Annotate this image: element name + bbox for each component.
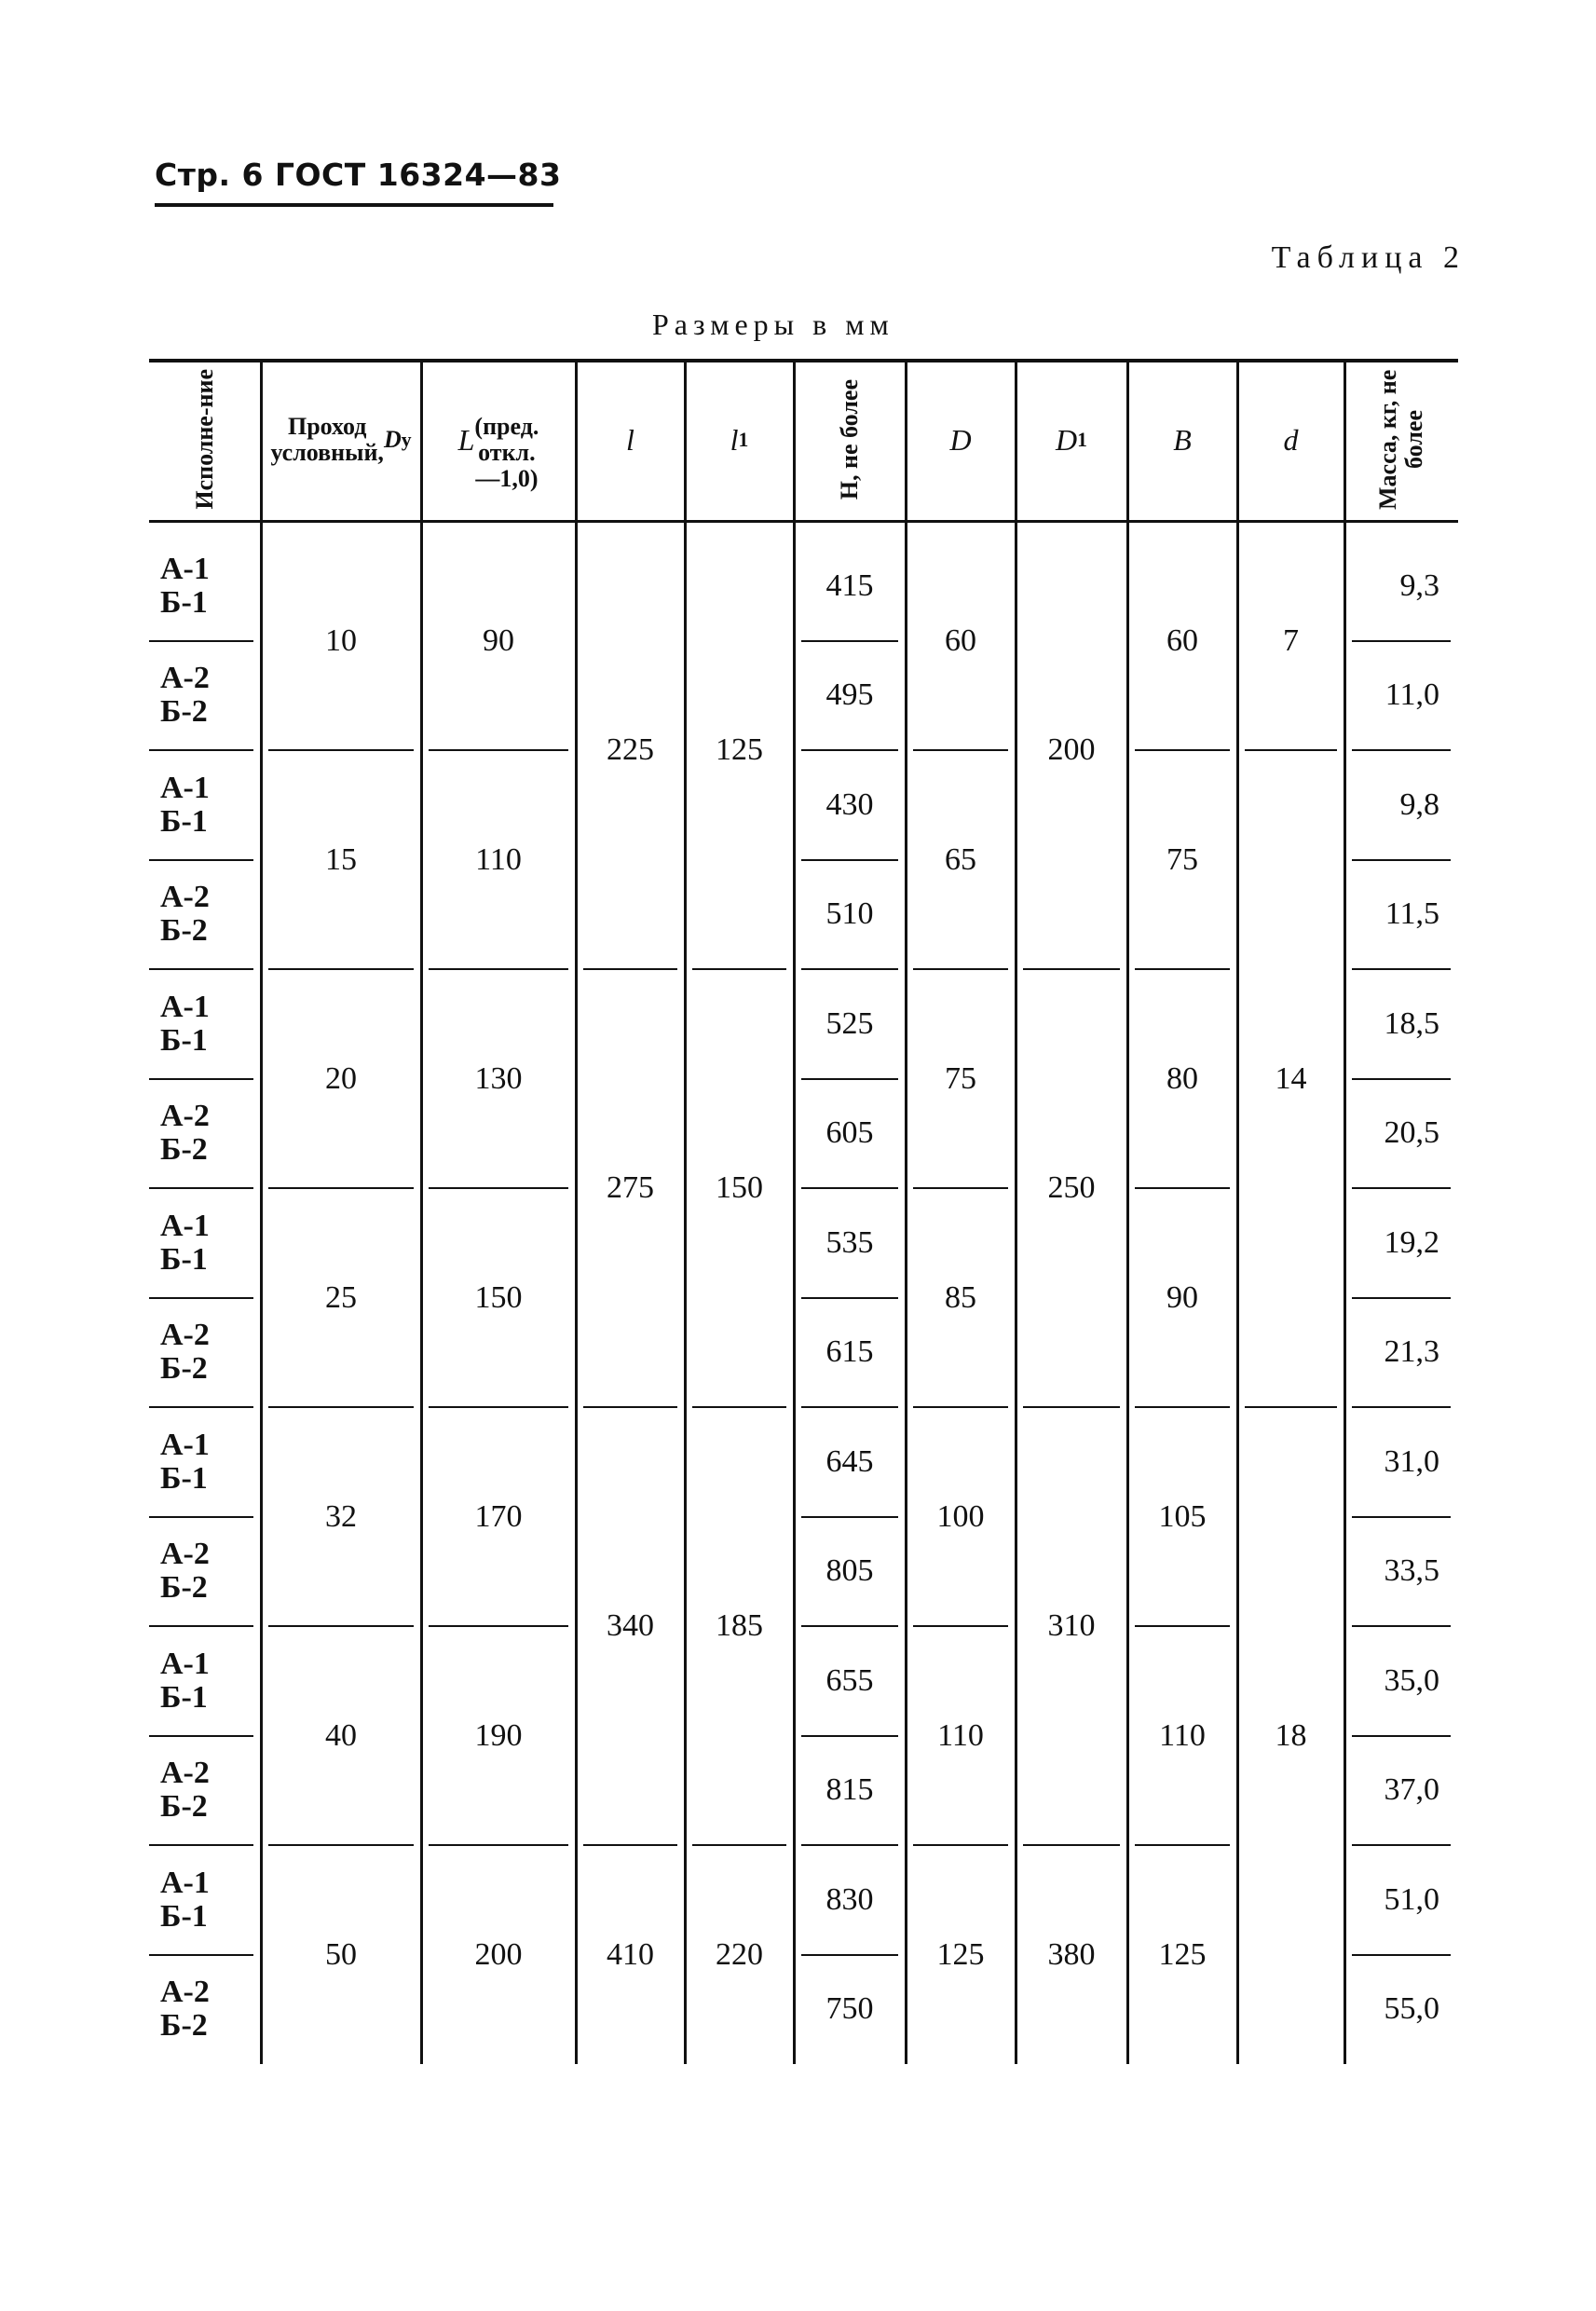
cell-B: 80 — [1166, 1060, 1198, 1096]
cell-l1: 185 — [716, 1608, 763, 1643]
cell-ispolnenie: А-1 Б-1 — [160, 770, 210, 839]
cell-ispolnenie: А-1 Б-1 — [160, 1427, 210, 1496]
cell-mass: 37,0 — [1384, 1772, 1439, 1808]
cell-B: 75 — [1166, 841, 1198, 877]
cell-mass: 11,0 — [1385, 677, 1439, 713]
cell-ispolnenie: А-1 Б-1 — [160, 1646, 210, 1715]
header-prohod: Проход условный, D у — [270, 412, 412, 466]
cell-D1: 310 — [1047, 1608, 1096, 1643]
cell-mass: 18,5 — [1384, 1005, 1439, 1041]
cell-dy: 40 — [325, 1717, 357, 1753]
cell-B: 110 — [1159, 1717, 1206, 1753]
cell-B: 60 — [1166, 622, 1198, 658]
cell-mass: 19,2 — [1384, 1224, 1439, 1260]
cell-H: 750 — [825, 1991, 874, 2027]
cell-D: 110 — [937, 1717, 984, 1753]
cell-L: 170 — [474, 1498, 523, 1534]
cell-l: 275 — [607, 1170, 654, 1205]
header-ispolnenie: Исполне-ние — [191, 369, 218, 510]
cell-mass: 51,0 — [1384, 1881, 1439, 1917]
cell-mass: 20,5 — [1384, 1115, 1439, 1151]
cell-H: 805 — [825, 1553, 874, 1589]
cell-H: 615 — [825, 1334, 874, 1370]
cell-D: 60 — [945, 622, 976, 658]
cell-ispolnenie: А-2 Б-2 — [160, 1975, 210, 2044]
cell-L: 130 — [474, 1060, 523, 1096]
cell-ispolnenie: А-2 Б-2 — [160, 880, 210, 949]
header-rule — [155, 203, 553, 207]
cell-D: 75 — [945, 1060, 976, 1096]
cell-mass: 55,0 — [1384, 1991, 1439, 2027]
cell-mass: 21,3 — [1384, 1334, 1439, 1370]
cell-d: 7 — [1283, 622, 1299, 658]
cell-D1: 200 — [1047, 732, 1096, 767]
cell-L: 200 — [474, 1936, 523, 1972]
cell-D: 125 — [936, 1936, 985, 1972]
cell-ispolnenie: А-2 Б-2 — [160, 1756, 210, 1825]
cell-dy: 50 — [325, 1936, 357, 1972]
cell-H: 605 — [825, 1115, 874, 1151]
table-label: Таблица 2 — [1271, 240, 1466, 275]
cell-D: 100 — [936, 1498, 985, 1534]
table-top-rule — [149, 359, 1458, 362]
cell-mass: 35,0 — [1384, 1662, 1439, 1698]
cell-D1: 250 — [1047, 1170, 1096, 1205]
cell-H: 645 — [825, 1443, 874, 1479]
cell-H: 510 — [825, 896, 874, 932]
cell-ispolnenie: А-1 Б-1 — [160, 989, 210, 1058]
cell-B: 105 — [1158, 1498, 1207, 1534]
header-D: D — [949, 422, 972, 457]
header-mass: Масса, кг, не более — [1374, 369, 1427, 510]
cell-ispolnenie: А-1 Б-1 — [160, 1865, 210, 1934]
header-H: H, не более — [836, 378, 863, 500]
header-B: B — [1173, 422, 1192, 457]
cell-D: 65 — [945, 841, 976, 877]
header-L: L (пред. откл. —1,0) — [457, 412, 539, 492]
cell-l: 225 — [607, 732, 654, 767]
cell-ispolnenie: А-2 Б-2 — [160, 1099, 210, 1168]
cell-ispolnenie: А-1 Б-1 — [160, 551, 210, 620]
cell-d: 18 — [1275, 1717, 1307, 1753]
cell-ispolnenie: А-2 Б-2 — [160, 1318, 210, 1387]
cell-L: 150 — [474, 1279, 523, 1315]
cell-H: 430 — [825, 786, 874, 822]
cell-d: 14 — [1275, 1060, 1307, 1096]
header-bottom-rule — [149, 520, 1458, 523]
cell-ispolnenie: А-1 Б-1 — [160, 1208, 210, 1277]
page-header: Стр. 6 ГОСТ 16324—83 — [155, 157, 562, 193]
cell-dy: 25 — [325, 1279, 357, 1315]
cell-l1: 125 — [716, 732, 763, 767]
cell-L: 110 — [475, 841, 522, 877]
cell-B: 90 — [1166, 1279, 1198, 1315]
cell-H: 535 — [825, 1224, 874, 1260]
header-d: d — [1283, 422, 1299, 457]
cell-H: 655 — [825, 1662, 874, 1698]
cell-mass: 33,5 — [1384, 1553, 1439, 1589]
cell-dy: 10 — [325, 622, 357, 658]
cell-D: 85 — [945, 1279, 976, 1315]
cell-L: 190 — [474, 1717, 523, 1753]
cell-l: 340 — [607, 1608, 654, 1643]
cell-H: 815 — [825, 1772, 874, 1808]
cell-H: 495 — [825, 677, 874, 713]
cell-L: 90 — [483, 622, 514, 658]
cell-ispolnenie: А-2 Б-2 — [160, 1537, 210, 1606]
cell-dy: 20 — [325, 1060, 357, 1096]
header-l: l — [626, 422, 634, 457]
cell-ispolnenie: А-2 Б-2 — [160, 661, 210, 730]
cell-H: 415 — [825, 567, 874, 603]
cell-l1: 150 — [716, 1170, 763, 1205]
cell-mass: 9,3 — [1399, 567, 1439, 603]
cell-l1: 220 — [716, 1936, 763, 1972]
cell-dy: 32 — [325, 1498, 357, 1534]
header-l1: l 1 — [730, 422, 749, 457]
cell-D1: 380 — [1047, 1936, 1096, 1972]
header-D1: D 1 — [1056, 422, 1087, 457]
cell-dy: 15 — [325, 841, 357, 877]
cell-l: 410 — [607, 1936, 654, 1972]
units-label: Размеры в мм — [652, 308, 894, 341]
cell-H: 525 — [825, 1005, 874, 1041]
cell-mass: 11,5 — [1385, 896, 1439, 932]
cell-B: 125 — [1158, 1936, 1207, 1972]
cell-H: 830 — [825, 1881, 874, 1917]
cell-mass: 31,0 — [1384, 1443, 1439, 1479]
cell-mass: 9,8 — [1399, 786, 1439, 822]
